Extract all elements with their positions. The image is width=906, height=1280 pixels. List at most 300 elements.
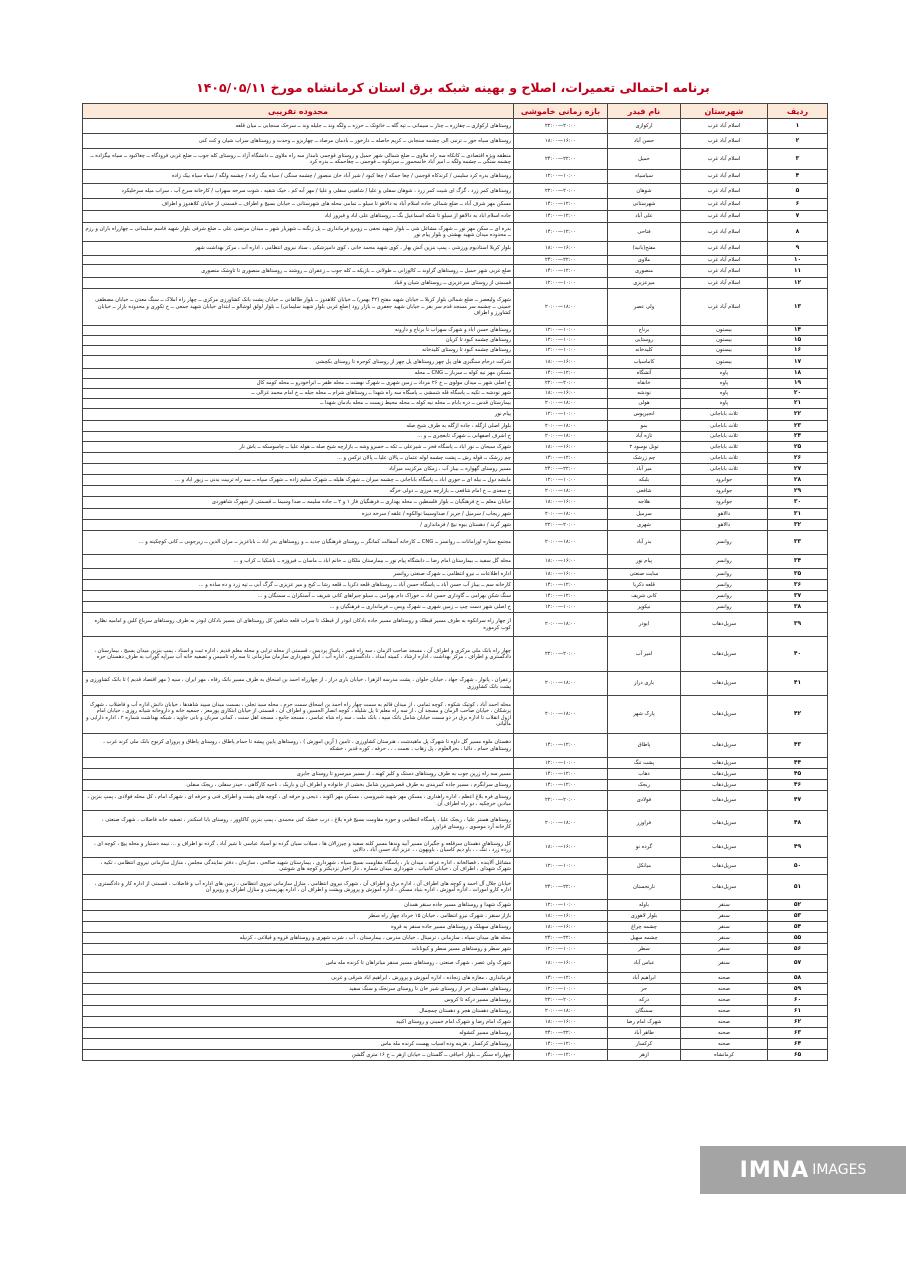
- feeder-cell: تونل نوسود ۲: [608, 442, 681, 453]
- area-cell: روستاهای مسیر کنشوله: [83, 1028, 514, 1039]
- outage-time-cell: ۲۰:۰۰—۲۲:۰۰: [514, 995, 608, 1006]
- city-cell: بیستون: [681, 336, 768, 346]
- feeder-cell: شهرستانی: [608, 199, 681, 211]
- outage-time-cell: ۱۶:۰۰—۱۸:۰۰: [514, 356, 608, 369]
- row-number-cell: ۶۵: [768, 1050, 828, 1061]
- row-number-cell: ۶۲: [768, 1017, 828, 1028]
- table-row: [83, 911, 828, 922]
- city-cell: سنقر: [681, 944, 768, 955]
- feeder-cell: شوهان: [608, 184, 681, 199]
- city-cell: سرپل‌ذهاب: [681, 811, 768, 837]
- outage-time-cell: ۱۶:۰۰—۱۸:۰۰: [514, 922, 608, 933]
- outage-time-cell: ۱۸:۰۰—۲۰:۰۰: [514, 509, 608, 520]
- area-cell: چم زرشک ــ قوله رش ــ پشت چشمه لوله عثمان ــ پالان علیا ــ پالان ترکس و ...: [83, 453, 514, 464]
- row-number-cell: ۳۵: [768, 569, 828, 580]
- city-cell: سرپل‌ذهاب: [681, 858, 768, 875]
- outage-time-cell: ۱۸:۰۰—۲۰:۰۰: [514, 486, 608, 497]
- table-row: [83, 531, 828, 555]
- area-cell: روستاهای مسیر درکه تا کروس: [83, 995, 514, 1006]
- area-cell: بدره ای ــ سکن مهر نور ــ شهرک مشاغل شی ــ بلوار شهید نجفی ــ زوبرو فرمانداری ــ پل زنگنه ــ شهریار شهر ــ میدان مرتضی علی ــ ضلع شرقی بلوار شهید قاسم سلیمانی ــ چهارراه باران و رزم ــ محدوده میدان شهید بهشتی و بلوار پیام نور: [83, 223, 514, 242]
- area-cell: خ اصلی شهر ــ میدان مولوی ــ خ ۲۶ مرداد ــ زمین شهری ــ شهرک نهضت ــ محله ظفر ــ ابراخودرو ــ محله کومه کال: [83, 379, 514, 389]
- area-cell: ضلع غربی شهر حمیل ــ روستاهای گراوند ــ کالوزانی ــ طولانی ــ بازیکه ــ کله جوب ــ زعفران ــ روشند ــ روستاهای منصوری تا تاوشک منصوری: [83, 265, 514, 278]
- table-row: [83, 555, 828, 569]
- row-number-cell: ۱۸: [768, 369, 828, 379]
- feeder-cell: پارک شهر: [608, 696, 681, 734]
- city-cell: بیستون: [681, 346, 768, 356]
- table-row: [83, 613, 828, 637]
- feeder-cell: خانقاه: [608, 379, 681, 389]
- outage-time-cell: ۱۲:۰۰—۱۴:۰۰: [514, 591, 608, 602]
- table-row: [83, 278, 828, 289]
- city-cell: سرپل‌ذهاب: [681, 696, 768, 734]
- table-row: [83, 369, 828, 379]
- area-cell: چهار راه بانک ملی مرکزی و اطراف آن ، مسجد صاحب الزمان ، سه راه قصر ، پاساژ پردیس ، قسمتی از محله ترابی و محله معلم قدیم ، اداره ثبت و اسناد ، پمپ بنزین میدان بسیج ، بیمارستان ، دادگستری و اطراف ، مرکز بهداشت ، اداره ارشاد ، کمیته امداد ، دادگستری ، اداره آب ، انبار شهرداری سازمان سازمانی تا سه راه تاسیس و تصفیه خانه آب سراپه گوراب به طرف دهستان حره: [83, 637, 514, 672]
- row-number-cell: ۲: [768, 134, 828, 149]
- table-row: [83, 591, 828, 602]
- city-cell: اسلام آباد غرب: [681, 119, 768, 134]
- row-number-cell: ۴۴: [768, 758, 828, 769]
- outage-time-cell: ۲۲:۰۰—۲۴:۰۰: [514, 256, 608, 265]
- row-number-cell: ۴: [768, 170, 828, 184]
- feeder-cell: چشمه سهیل: [608, 933, 681, 944]
- area-cell: مسکن مهر نیه کوله ــ سرباز ــ CNG ــ محله: [83, 369, 514, 379]
- row-number-cell: ۲۸: [768, 475, 828, 486]
- outage-time-cell: ۱۶:۰۰—۱۸:۰۰: [514, 442, 608, 453]
- outage-time-cell: ۱۸:۰۰—۲۰:۰۰: [514, 1006, 608, 1017]
- feeder-cell: حر: [608, 984, 681, 995]
- feeder-cell: پشت تنگ: [608, 758, 681, 769]
- city-cell: اسلام آباد غرب: [681, 242, 768, 256]
- row-number-cell: ۲۵: [768, 442, 828, 453]
- row-number-cell: ۸: [768, 223, 828, 242]
- table-row: [83, 336, 828, 346]
- area-cell: روستاهای سهبلک و روستاهای مسیر جاده سنقر به قروه: [83, 922, 514, 933]
- area-cell: مجتمع ستاره اورامانات ــ روانسر ــ CNG ــ کارخانه آسفالت کمانگر ــ روستای فرهنگیان جدید ــ و روستاهای بدر اباد ــ باباعزیز ــ مران الدین ــ زیرجوبی ــ کانی کوچکینه و ...: [83, 531, 514, 555]
- row-number-cell: ۱۰: [768, 256, 828, 265]
- feeder-cell: میانکل: [608, 858, 681, 875]
- outage-time-cell: ۱۸:۰۰—۲۰:۰۰: [514, 289, 608, 326]
- city-cell: اسلام آباد غرب: [681, 211, 768, 223]
- table-header-row: [83, 104, 828, 119]
- table-row: [83, 984, 828, 995]
- row-number-cell: ۴۸: [768, 811, 828, 837]
- city-cell: سرپل‌ذهاب: [681, 637, 768, 672]
- table-row: [83, 265, 828, 278]
- feeder-cell: کاماسیاب: [608, 356, 681, 369]
- outage-time-cell: ۱۰:۰۰—۱۲:۰۰: [514, 858, 608, 875]
- city-cell: ثلاث باباجانی: [681, 442, 768, 453]
- table-row: [83, 734, 828, 758]
- area-cell: دهستان ملوه مسیر گل داوه تا شهرک پل ماهیدشت ، هنرستان کشاورزی ، تامین ( آرین اموزش ) ، روستاهای پایین پیشه تا حمام پاطاق ، روستای پاطاق و پروزای کرنوح بانک ملی کرند غرب ، روستاهای حمام ، دالیا ، بحرالعلوم ، پل زهاب ، نعمت ، ، ، حرفه ، کوره قدیر ، خشکه: [83, 734, 514, 758]
- outage-time-cell: ۱۰:۰۰—۱۲:۰۰: [514, 336, 608, 346]
- feeder-cell: بمو: [608, 421, 681, 432]
- area-cell: خ اصلی شهر دست چپ ــ زمین شهری ــ شهرک ویس ــ فرمانداری ــ فرهنگیان و ...: [83, 602, 514, 613]
- feeder-cell: امیر آب: [608, 637, 681, 672]
- table-row: [83, 672, 828, 696]
- header-city: شهرستان: [681, 104, 768, 119]
- table-row: [83, 464, 828, 475]
- area-cell: بلوار کربلا استادیوم ورزشی ، پمپ بنزین آتش بهار ، کوی شهید محمد خانی ، کوی دامپزشکی ، ستاد نیروی انتظامی ، اداره آب ، مرکز بهداشت شهر: [83, 242, 514, 256]
- feeder-cell: بلبکه: [608, 475, 681, 486]
- outage-time-cell: ۱۰:۰۰—۱۲:۰۰: [514, 346, 608, 356]
- row-number-cell: ۲۲: [768, 409, 828, 421]
- outage-time-cell: ۱۰:۰۰—۱۲:۰۰: [514, 326, 608, 336]
- city-cell: اسلام آباد غرب: [681, 278, 768, 289]
- table-row: [83, 580, 828, 591]
- feeder-cell: ابراهیم آباد: [608, 973, 681, 984]
- feeder-cell: طاهر آباد: [608, 1028, 681, 1039]
- city-cell: صحنه: [681, 1028, 768, 1039]
- row-number-cell: ۵۴: [768, 922, 828, 933]
- feeder-cell: منصوری: [608, 265, 681, 278]
- area-cell: خیابان معلم ــ خ فرهنگیان ــ بلوار فلسطین ــ محله بهداری ــ فرهنگیان فاز ۱ و ۲ ــ جاده سلیمه ــ صدا وسیما ــ قسمتی از شهرک شاهوردی: [83, 497, 514, 509]
- table-row: [83, 379, 828, 389]
- area-cell: قسمتی از روستای میرعزیزی ــ روستاهای شیان و قباد: [83, 278, 514, 289]
- row-number-cell: ۴۰: [768, 637, 828, 672]
- row-number-cell: ۳۳: [768, 531, 828, 555]
- row-number-cell: ۵۱: [768, 875, 828, 900]
- outage-time-cell: ۱۶:۰۰—۱۸:۰۰: [514, 1017, 608, 1028]
- row-number-cell: ۴۵: [768, 769, 828, 780]
- row-number-cell: ۳۸: [768, 602, 828, 613]
- feeder-cell: پاطاق: [608, 734, 681, 758]
- city-cell: اسلام آباد غرب: [681, 134, 768, 149]
- outage-time-cell: ۱۲:۰۰—۱۴:۰۰: [514, 580, 608, 591]
- feeder-cell: پیام نور: [608, 555, 681, 569]
- row-number-cell: ۶۴: [768, 1039, 828, 1050]
- feeder-cell: سایت صنعتی: [608, 569, 681, 580]
- area-cell: بازار سنقر ، شهرک نیرو انتظامی ، خیابان ۱۵ خرداد چهار راه سطر: [83, 911, 514, 922]
- city-cell: روانسر: [681, 555, 768, 569]
- city-cell: روانسر: [681, 569, 768, 580]
- table-row: [83, 780, 828, 791]
- row-number-cell: ۴۷: [768, 791, 828, 811]
- area-cell: مسیر روستای گهواره ــ بیباز آب ، زمکان مرکزیت میرآباد: [83, 464, 514, 475]
- table-row: [83, 1039, 828, 1050]
- city-cell: بیستون: [681, 326, 768, 336]
- outage-time-cell: ۱۲:۰۰—۱۴:۰۰: [514, 1039, 608, 1050]
- row-number-cell: ۱۵: [768, 336, 828, 346]
- outage-time-cell: ۱۲:۰۰—۱۴:۰۰: [514, 734, 608, 758]
- feeder-cell: شافعی: [608, 486, 681, 497]
- feeder-cell: کانی شریف: [608, 591, 681, 602]
- row-number-cell: ۱: [768, 119, 828, 134]
- feeder-cell: ابوذر: [608, 613, 681, 637]
- outage-time-cell: ۲۲:۰۰—۲۴:۰۰: [514, 933, 608, 944]
- city-cell: جوانرود: [681, 497, 768, 509]
- area-cell: جاده اسلام اباد به دالاهو از سیلو تا شکه اسماعیل بگ ــ روستاهای علی اباد و قبرور اباد: [83, 211, 514, 223]
- outage-time-cell: ۱۶:۰۰—۱۸:۰۰: [514, 569, 608, 580]
- outage-time-cell: ۲۲:۰۰—۲۴:۰۰: [514, 1028, 608, 1039]
- table-row: [83, 922, 828, 933]
- table-row: [83, 900, 828, 911]
- row-number-cell: ۵۸: [768, 973, 828, 984]
- outage-time-cell: ۲۲:۰۰—۲۴:۰۰: [514, 875, 608, 900]
- outage-time-cell: ۱۲:۰۰—۱۴:۰۰: [514, 769, 608, 780]
- outage-time-cell: ۱۲:۰۰—۱۴:۰۰: [514, 199, 608, 211]
- outage-time-cell: ۲۰:۰۰—۲۲:۰۰: [514, 184, 608, 199]
- outage-time-cell: ۱۶:۰۰—۱۸:۰۰: [514, 555, 608, 569]
- table-row: [83, 346, 828, 356]
- table-row: [83, 837, 828, 858]
- row-number-cell: ۴۶: [768, 780, 828, 791]
- feeder-cell: چم زرشک: [608, 453, 681, 464]
- feeder-cell: برناج: [608, 326, 681, 336]
- area-cell: روستاهای ارکوازی ــ چقازره ــ چنار ــ سیمانی ــ تپه گله ــ خاتونک ــ حرزه ــ ولگه وند ــ جلیله وند ــ سرخک سنجابی ــ میان قلعه: [83, 119, 514, 134]
- outage-time-cell: ۲۰:۰۰—۲۲:۰۰: [514, 379, 608, 389]
- outage-time-cell: ۱۶:۰۰—۱۸:۰۰: [514, 837, 608, 858]
- feeder-cell: ولی عصر: [608, 289, 681, 326]
- table-row: [83, 696, 828, 734]
- city-cell: اسلام آباد غرب: [681, 265, 768, 278]
- table-row: [83, 509, 828, 520]
- table-body: [83, 119, 828, 1061]
- outage-time-cell: ۱۰:۰۰—۱۲:۰۰: [514, 758, 608, 769]
- outage-time-cell: ۲۰:۰۰—۲۲:۰۰: [514, 637, 608, 672]
- table-row: [83, 199, 828, 211]
- row-number-cell: ۱۴: [768, 326, 828, 336]
- feeder-cell: مفتح(بانید): [608, 242, 681, 256]
- feeder-cell: تازه آباد: [608, 432, 681, 442]
- area-cell: شهر نودشه ــ تکیه ــ پاسگاه قله شمشی ــ پاسگاه سه راه شهدا ــ روستاهای شرام ــ محله جیله ــ خ امام محمد غزالی ــ: [83, 389, 514, 399]
- outage-time-cell: ۱۶:۰۰—۱۸:۰۰: [514, 242, 608, 256]
- area-cell: شهر گرند / دهستان بیوه نیج / فرمانداری /: [83, 520, 514, 531]
- outage-time-cell: ۱۸:۰۰—۲۰:۰۰: [514, 421, 608, 432]
- feeder-cell: فراوزر: [608, 811, 681, 837]
- outage-time-cell: ۱۶:۰۰—۱۸:۰۰: [514, 134, 608, 149]
- city-cell: پاوه: [681, 369, 768, 379]
- row-number-cell: ۲۳: [768, 421, 828, 432]
- city-cell: پاوه: [681, 389, 768, 399]
- row-number-cell: ۵۵: [768, 933, 828, 944]
- area-cell: شهر سطر و روستاهای مسیر سطر و کیونانات: [83, 944, 514, 955]
- row-number-cell: ۶: [768, 199, 828, 211]
- feeder-cell: ازهر: [608, 1050, 681, 1061]
- city-cell: صحنه: [681, 973, 768, 984]
- feeder-cell: سیاسیاه: [608, 170, 681, 184]
- outage-time-cell: ۱۰:۰۰—۱۲:۰۰: [514, 900, 608, 911]
- feeder-cell: علی آباد: [608, 211, 681, 223]
- table-row: [83, 497, 828, 509]
- area-cell: بلوار اصلی ازگله ، جاده ازگله به طرف شیخ صله: [83, 421, 514, 432]
- outage-time-cell: ۱۸:۰۰—۲۰:۰۰: [514, 432, 608, 442]
- feeder-cell: سرمیل: [608, 509, 681, 520]
- city-cell: کرمانشاه: [681, 1050, 768, 1061]
- city-cell: اسلام آباد غرب: [681, 184, 768, 199]
- city-cell: اسلام آباد غرب: [681, 170, 768, 184]
- row-number-cell: ۲۹: [768, 486, 828, 497]
- feeder-cell: نیکوپر: [608, 602, 681, 613]
- city-cell: سنقر: [681, 911, 768, 922]
- row-number-cell: ۱۹: [768, 379, 828, 389]
- table-row: [83, 1017, 828, 1028]
- outage-time-cell: ۱۰:۰۰—۱۲:۰۰: [514, 278, 608, 289]
- area-cell: مسکن مهر شرف آباد ــ ضلع شمالی جاده اسلام آباد به دالاهو تا سیلو ــ تمامی محله های شهرستانی ــ خیابان بسیج و اطراف ــ قسمتی از خیابان کلاهدوز و اطراف: [83, 199, 514, 211]
- table-row: [83, 1028, 828, 1039]
- table-row: [83, 955, 828, 973]
- table-row: [83, 973, 828, 984]
- feeder-cell: بلوار لاهوری: [608, 911, 681, 922]
- feeder-cell: شهرک امام رضا: [608, 1017, 681, 1028]
- row-number-cell: ۳۶: [768, 580, 828, 591]
- row-number-cell: ۴۳: [768, 734, 828, 758]
- feeder-cell: شهری: [608, 520, 681, 531]
- table-row: [83, 211, 828, 223]
- outage-time-cell: ۱۲:۰۰—۱۴:۰۰: [514, 1050, 608, 1061]
- feeder-cell: نودشه: [608, 389, 681, 399]
- outage-time-cell: ۱۸:۰۰—۲۰:۰۰: [514, 672, 608, 696]
- area-cell: روستاهای سیاه خور ــ ترنبی الی چشمه سنجابی ــ کریم حاصله ــ دارخور ــ بادمان مرصاد ــ چهاربزو ــ وحدت و روستاهای سراب شیان و کت کنی: [83, 134, 514, 149]
- outage-time-cell: ۱۲:۰۰—۱۴:۰۰: [514, 780, 608, 791]
- feeder-cell: کلیدخانه: [608, 346, 681, 356]
- outage-time-cell: ۱۲:۰۰—۱۴:۰۰: [514, 211, 608, 223]
- table-row: [83, 569, 828, 580]
- area-cell: روستاهای حسن اباد و شهرک سهراب تا برناج و دارونه: [83, 326, 514, 336]
- row-number-cell: ۶۱: [768, 1006, 828, 1017]
- table-row: [83, 520, 828, 531]
- feeder-cell: ذهاب: [608, 769, 681, 780]
- city-cell: سرپل‌ذهاب: [681, 734, 768, 758]
- row-number-cell: ۵: [768, 184, 828, 199]
- row-number-cell: ۵۷: [768, 955, 828, 973]
- area-cell: روستای سرابگرم ، مسیر جاده کمربندی به طرف قصرشیرین شامل بخشی از خانواده و اطراف آن و باریک ، ناحیه کارگاهی ، حیدر سفلی ، ریجک سفلی: [83, 780, 514, 791]
- feeder-cell: آتشگاه: [608, 369, 681, 379]
- watermark-logo: IMNA: [739, 1157, 810, 1183]
- row-number-cell: ۵۲: [768, 900, 828, 911]
- feeder-cell: فولادی: [608, 791, 681, 811]
- city-cell: سنقر: [681, 955, 768, 973]
- table-row: [83, 421, 828, 432]
- row-number-cell: ۶۰: [768, 995, 828, 1006]
- feeder-cell: باری دراز: [608, 672, 681, 696]
- city-cell: سرپل‌ذهاب: [681, 672, 768, 696]
- row-number-cell: ۳۷: [768, 591, 828, 602]
- area-cell: روستاهای دهستان حر از روستای شیر خان تا روستای سرنجک و سنگ سفید: [83, 984, 514, 995]
- area-cell: روستاهای بدره کرد سلیمی / کرندکاه قوجمی / چغا جمکه / چغا کبود / شیر آباد خان منصور / چشمه سنگی / سیاه بیگ زاده / چشمه ولگه / سیاه سیاه بیک زاده: [83, 170, 514, 184]
- row-number-cell: ۳۹: [768, 613, 828, 637]
- outage-time-cell: ۲۰:۰۰—۲۲:۰۰: [514, 119, 608, 134]
- city-cell: جوانرود: [681, 486, 768, 497]
- outage-time-cell: ۱۲:۰۰—۱۴:۰۰: [514, 453, 608, 464]
- row-number-cell: ۱۶: [768, 346, 828, 356]
- table-row: [83, 602, 828, 613]
- city-cell: ثلاث باباجانی: [681, 432, 768, 442]
- row-number-cell: ۳۲: [768, 520, 828, 531]
- table-row: [83, 1050, 828, 1061]
- table-row: [83, 289, 828, 326]
- feeder-cell: سطر: [608, 944, 681, 955]
- feeder-cell: روستایی: [608, 336, 681, 346]
- feeder-cell: انجیرپوس: [608, 409, 681, 421]
- row-number-cell: ۳۰: [768, 497, 828, 509]
- outage-time-cell: ۱۶:۰۰—۱۸:۰۰: [514, 955, 608, 973]
- feeder-cell: ریجک: [608, 780, 681, 791]
- outage-time-cell: ۱۰:۰۰—۱۲:۰۰: [514, 984, 608, 995]
- feeder-cell: گرده نو: [608, 837, 681, 858]
- table-row: [83, 256, 828, 265]
- city-cell: سرپل‌ذهاب: [681, 769, 768, 780]
- city-cell: اسلام آباد غرب: [681, 223, 768, 242]
- feeder-cell: قلعه ذکریا: [608, 580, 681, 591]
- table-row: [83, 442, 828, 453]
- feeder-cell: عباس آباد: [608, 955, 681, 973]
- outage-time-cell: ۲۲:۰۰—۲۴:۰۰: [514, 464, 608, 475]
- outage-time-cell: ۲۲:۰۰—۲۴:۰۰: [514, 149, 608, 170]
- area-cell: زعفران ، پاتوار ، شهرک جهاد ، خیابان حلوان ، پشت مدرسه الزهرا ، خیابان باری دراز ، از چهارراه احمد بن اسحاق به طرف مسیر بانک رفاه ، مهر ایران ، سیه ( مهر اقتصاد قدیم ) تا بانک کشاورزی و پشت بانک کشاورزی: [83, 672, 514, 696]
- header-area: محدوده تقریبی: [83, 104, 514, 119]
- header-feeder: نام فیدر: [608, 104, 681, 119]
- table-row: [83, 326, 828, 336]
- row-number-cell: ۴۲: [768, 696, 828, 734]
- row-number-cell: ۵۶: [768, 944, 828, 955]
- outage-time-cell: ۱۸:۰۰—۲۰:۰۰: [514, 613, 608, 637]
- area-cell: از چهار راه سرانکوه به طرف مسیر قیطک و روستاهای مسیر جاده بادکان ابوذر از قیطک تا سراب قلعه شاهین کل روستاهای ان مسیر بادکان ابوذر به طرف روستاهای سرباغ کلین و امامیه نظاره کوب کرموره: [83, 613, 514, 637]
- area-cell: سنگ شکن بهرامی ــ گاوداری حسن اباد ــ خوراک دام بهرامی ــ سیلو جیراهای کانی شریف ــ آسنکران ــ سمنگان و ...: [83, 591, 514, 602]
- table-row: [83, 875, 828, 900]
- area-cell: شهرک ولیعصر ــ ضلع شمالی بلوار کربلا ــ خیابان شهید مفتح (۴۲ بهمن) ــ خیابان کلاهدوز ــ بلوار طالقانی ــ خیابان پشت بانک کشاورزی مرکزی ــ چهار راه املاک ــ سنگ معدن ــ خیابان مصطفی خمینی ــ چشمه سر مسجد قدم سر بقر ــ خیابان شهید جعفری ــ بازار رود (ضلع غربی بلوار شهید سلیمانی) ــ بلوار لولق لوشالو ــ ابتدای خیابان شهید جمعی ــ خ تکوری و محدوده بازار ــ خیابان کشاورز و اطراف: [83, 289, 514, 326]
- city-cell: روانسر: [681, 602, 768, 613]
- table-row: [83, 791, 828, 811]
- table-row: [83, 356, 828, 369]
- table-row: [83, 223, 828, 242]
- row-number-cell: ۲۰: [768, 389, 828, 399]
- city-cell: سرپل‌ذهاب: [681, 791, 768, 811]
- outage-time-cell: ۱۰:۰۰—۱۲:۰۰: [514, 170, 608, 184]
- table-row: [83, 637, 828, 672]
- area-cell: [83, 758, 514, 769]
- feeder-cell: میر آباد: [608, 464, 681, 475]
- area-cell: خ سعدی ــ خ امام شافعی ــ بازارچه مرزی ــ دولی خرگه: [83, 486, 514, 497]
- row-number-cell: ۱۲: [768, 278, 828, 289]
- city-cell: دالاهو: [681, 509, 768, 520]
- feeder-cell: درکه: [608, 995, 681, 1006]
- city-cell: صحنه: [681, 1017, 768, 1028]
- city-cell: ثلاث باباجانی: [681, 453, 768, 464]
- feeder-cell: باوله: [608, 900, 681, 911]
- feeder-cell: ملاوی: [608, 256, 681, 265]
- table-row: [83, 432, 828, 442]
- city-cell: سرپل‌ذهاب: [681, 875, 768, 900]
- city-cell: اسلام آباد غرب: [681, 149, 768, 170]
- header-row-number: ردیف: [768, 104, 828, 119]
- area-cell: روستاهای چشمه کبود تا روستای کلیدخانه: [83, 346, 514, 356]
- feeder-cell: میرعزیزی: [608, 278, 681, 289]
- area-cell: پیام نور: [83, 409, 514, 421]
- watermark-label: IMAGES: [812, 1162, 867, 1178]
- area-cell: شهرک شهدا و روستاهای مسیر جاده سنقر همدان: [83, 900, 514, 911]
- table-row: [83, 389, 828, 399]
- area-cell: مشاغل آلاینده ، قصالخانه ، اداره عرفه ، میدان بار ، پاسگاه مقاومت بسیج سپاه ، شهرداری ، بیمارستان شهید صالحی ، سازمان ، دفتر نمایندگی مجلس ، منازل سازمانی نیروی انتظامی ، تکیه ، شهرک شهدای ، اطراف آن ، خیابان کامیاب ، شهرداری میدان شماره ، دار اخبار نزدیکتر و کوچه های شوشی: [83, 858, 514, 875]
- outage-schedule-table: [82, 103, 828, 1061]
- area-cell: فرمانداری ، مغازه های زنجاده ، اداره آموزش و پرورش ، ابراهیم اباد شرقی و غربی: [83, 973, 514, 984]
- outage-time-cell: ۱۶:۰۰—۱۸:۰۰: [514, 389, 608, 399]
- city-cell: سنقر: [681, 900, 768, 911]
- city-cell: پاوه: [681, 379, 768, 389]
- city-cell: سرپل‌ذهاب: [681, 837, 768, 858]
- feeder-cell: نارنجستان: [608, 875, 681, 900]
- row-number-cell: ۳: [768, 149, 828, 170]
- outage-time-cell: ۱۸:۰۰—۲۰:۰۰: [514, 531, 608, 555]
- area-cell: مایشه دول ــ بیله ای ــ حوری اباد ــ پاسگاه باباجانی ــ چشمه میران ــ شهرک هلیله ــ شهرک سلیم زاده ــ شهرک سپاه ــ سه راه تربیت بدنی ــ زیور اباد و ...: [83, 475, 514, 486]
- area-cell: شرکت درجام سنگبری های پل چهر روستاهای پل چهر از روستای کوجره تا روستای بکچشی: [83, 356, 514, 369]
- city-cell: اسلام آباد غرب: [681, 199, 768, 211]
- area-cell: چهارراه سنگر ــ بلوار احیاقی ــ گلستان ــ خیابان ازهر ــ خ ۱۶ متری گلشن: [83, 1050, 514, 1061]
- imna-watermark: [700, 1146, 906, 1194]
- row-number-cell: ۲۴: [768, 432, 828, 442]
- area-cell: منطقه ویژه اقتصادی ــ کانکاه سه راه ملاوی ــ ضلع شمالی شهر حمیل و روستای قوجمی نامدار سه راه ملاوی ــ دانشگاه آزاد ــ روستای کله جوب ــ ضلع غربی فرودگاه ــ چغاکبود ــ سیاه بیگزاده ــ چشمه سنگی ــ چشمه ولگه ــ امیر اباد خانمحمور ــ سرنکوه ــ قوجمی ــ چغاحمکه ــ بدره کرد: [83, 149, 514, 170]
- area-cell: روستای فره بلاغ اعظم ، اداره راهداری ، مسکن مهر شهید شیروسی ، مسکن مهر اکوند ، ذبحی و حرفه ای ، کوچه های پشت و اطراف فنی و حرفه ای ، شهرک امام ، کل محله فولادی ، پمپ بنزین ، میادین خرچکیه ، دو راه اطراف آن: [83, 791, 514, 811]
- outage-time-cell: ۱۰:۰۰—۱۲:۰۰: [514, 944, 608, 955]
